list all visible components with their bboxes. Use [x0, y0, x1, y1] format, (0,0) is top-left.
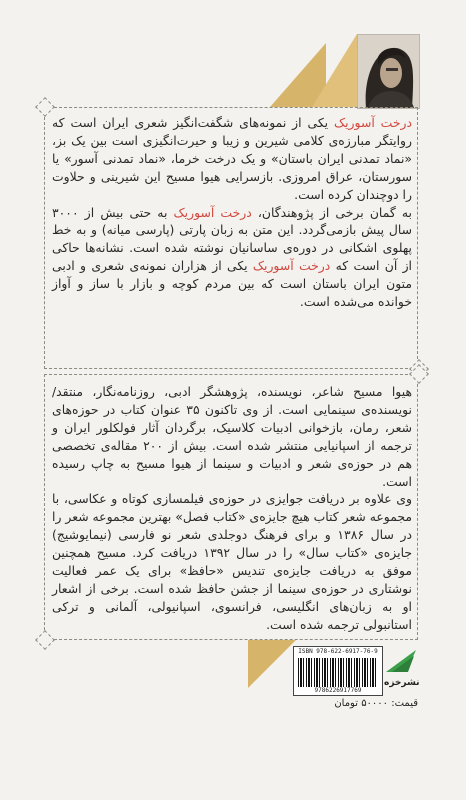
- book-title-highlight: درخت آسوریک: [173, 204, 252, 220]
- decorative-triangle: [248, 640, 296, 688]
- isbn-text: ISBN 978-622-6917-76-9: [298, 648, 378, 655]
- synopsis-paragraph: [52, 204, 412, 311]
- bio-paragraph: وی علاوه بر دریافت جوایزی در حوزه‌ی فیلمسازی کوتاه و عکاسی، با مجموعه شعر کتاب هیچ جایزه‌ی «کتاب فصل» بهترین مجموعه شعر را در سال ۱۳۸۶ و برای فرهنگ دوجلدی شعر نو فارسی (نیمایوشیج) جایزه‌ی «کتاب سال» را در سال ۱۳۹۲ دریافت کرد. مسیح همچنین موفق به دریافت جایزه‌ی تندیس «حافظ» برای یک عمر فعالیت نوشتاری در حوزه‌ی سینما از جشن حافظ شده است. برخی از اشعار او به زبان‌های انگلیسی، فرانسوی، اسپانیولی، آلمانی و ترکی استانبولی ترجمه شده است.: [52, 491, 413, 632]
- synopsis-text: [52, 114, 412, 311]
- isbn-barcode: [293, 646, 383, 696]
- price-label: قیمت: ۵۰۰۰۰ تومان: [334, 698, 418, 709]
- synopsis-fragment: به حتی بیش از ۳۰۰۰ سال پیش بازمی‌گردد. این متن به زبان پارتی (پارسی میانه) و به خط پهلوی اشکانی در دوره‌ی ساسانیان نوشته شده است. نشانه‌ها حاکی از آن است که: [52, 204, 413, 274]
- synopsis-paragraph: [52, 114, 412, 204]
- synopsis-fragment: یکی از نمونه‌های شگفت‌انگیز شعری ایران است که روایتگر مبارزه‌ی کلامی شیرین و زیبا و حیرت‌انگیزی است بین یک بز، «نماد تمدنی ایران باستان» و یک درخت خرما، «نماد تمدنی آسور» یا سورستان، عراق امروزی. بازسرایی هیوا مسیح این شیرینی و حلاوت را دوچندان کرده است.: [52, 115, 412, 202]
- publisher-name: نشرخزه: [384, 678, 420, 688]
- synopsis-fragment: یکی از هزاران نمونه‌ی شعری و ادبی متون ایران باستان است که بین مردم کوچه و بازار با ساز و آواز خوانده می‌شده است.: [52, 258, 412, 310]
- author-portrait: [357, 34, 420, 109]
- book-title-highlight: درخت آسوریک: [334, 115, 412, 130]
- book-title-highlight: درخت آسوریک: [252, 258, 331, 274]
- author-bio: [52, 383, 412, 634]
- synopsis-fragment: به گمان برخی از پژوهندگان،: [251, 204, 412, 220]
- decorative-triangle: [312, 34, 357, 107]
- bio-paragraph: هیوا مسیح شاعر، نویسنده، پژوهشگر ادبی، روزنامه‌نگار، منتقد/نویسنده‌ی سینمایی است. از وی تاکنون ۳۵ عنوان کتاب در حوزه‌های شعر، رمان، بازخوانی ادبیات کلاسیک، برگردان آثار فولکلور ایران و ترجمه از اسپانیایی منتشر شده است. بیش از ۲۰۰ مقاله‌ی تخصصی هم در حوزه‌ی شعر و ادبیات و سینما از هیوا مسیح به چاپ رسیده است.: [52, 384, 412, 489]
- barcode-number: 9786226917769: [314, 687, 362, 694]
- barcode-bars: [298, 658, 378, 687]
